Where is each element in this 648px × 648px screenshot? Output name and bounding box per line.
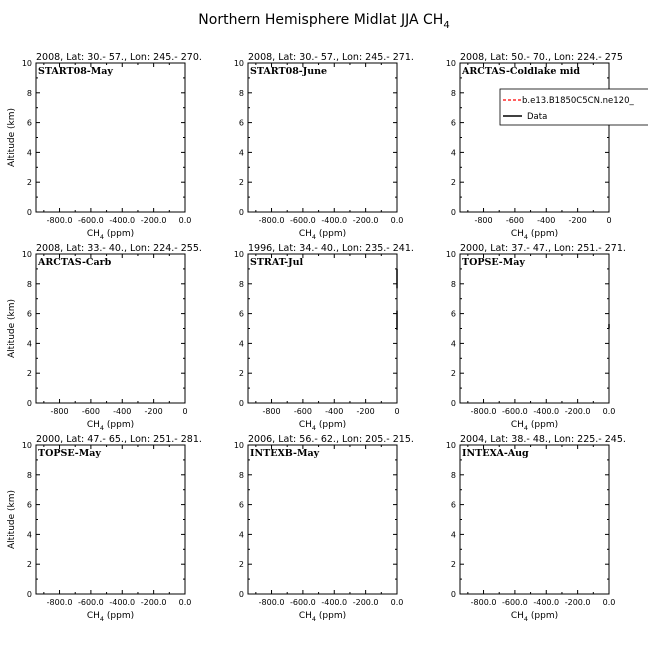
x-axis-label-subscript: 4 (523, 424, 529, 432)
x-tick-label: -200.0 (352, 598, 379, 607)
y-tick-label: 10 (445, 441, 456, 450)
y-tick-label: 4 (26, 530, 32, 540)
y-tick-label: 0 (450, 399, 456, 408)
x-tick-label: -800.0 (258, 598, 285, 607)
x-tick-label: -400.0 (533, 598, 560, 607)
y-tick-label: 4 (26, 339, 32, 349)
y-tick-label: 6 (450, 309, 456, 319)
y-tick-label: 0 (238, 399, 244, 408)
panel-campaign-label: STRAT-Jul (250, 257, 304, 268)
y-axis-label: Altitude (km) (7, 298, 17, 359)
x-tick-label: -600 (505, 216, 524, 225)
panel-1 (7, 52, 202, 241)
y-tick-label: 10 (445, 59, 456, 68)
legend-data-label: Data (527, 112, 548, 122)
panel-header: 2008, Lat: 30.- 57., Lon: 245.- 270. (36, 52, 202, 63)
panel-header: 2008, Lat: 33.- 40., Lon: 224.- 255. (36, 243, 202, 254)
plot-frame (460, 445, 609, 594)
y-tick-label: 8 (450, 279, 456, 289)
y-tick-label: 8 (238, 279, 244, 289)
panel-header: 2006, Lat: 56.- 62., Lon: 205.- 215. (248, 434, 414, 445)
y-tick-label: 8 (238, 470, 244, 480)
x-tick-label: 0.0 (602, 598, 616, 607)
panel-header: 2004, Lat: 38.- 48., Lon: 225.- 245. (460, 434, 626, 445)
panel-3 (446, 52, 648, 241)
x-tick-label: -800.0 (46, 598, 73, 607)
y-tick-label: 4 (26, 148, 32, 158)
x-tick-label: 0.0 (390, 216, 404, 225)
y-tick-label: 4 (238, 148, 244, 158)
x-tick-label: 0.0 (178, 598, 192, 607)
y-tick-label: 8 (26, 88, 32, 98)
panel-6 (446, 243, 626, 432)
x-axis-label (511, 229, 558, 241)
y-tick-label: 2 (26, 178, 32, 188)
y-tick-label: 2 (238, 560, 244, 570)
figure-title-main: Northern Hemisphere Midlat JJA CH (198, 12, 444, 28)
y-axis-label: Altitude (km) (7, 489, 17, 550)
y-tick-label: 6 (450, 118, 456, 128)
x-tick-label: -200.0 (564, 598, 591, 607)
x-tick-label: 0 (182, 407, 188, 416)
y-tick-label: 6 (26, 500, 32, 510)
figure-title (198, 12, 449, 31)
y-tick-label: 8 (450, 470, 456, 480)
x-axis-label-main: CH (298, 420, 312, 430)
x-axis-label (299, 229, 346, 241)
y-tick-label: 10 (233, 59, 244, 68)
x-tick-label: -400.0 (321, 598, 348, 607)
y-tick-label: 10 (233, 441, 244, 450)
x-tick-label: -200.0 (352, 216, 379, 225)
panel-2 (234, 52, 414, 241)
y-tick-label: 2 (26, 560, 32, 570)
plot-frame (248, 254, 397, 403)
x-axis-label-subscript: 4 (523, 233, 529, 241)
figure-title-subscript: 4 (443, 20, 450, 31)
y-tick-label: 10 (21, 441, 32, 450)
x-axis-label (511, 420, 558, 432)
y-tick-label: 2 (26, 369, 32, 379)
plot-frame (460, 63, 609, 212)
x-axis-label-subscript: 4 (99, 424, 105, 432)
x-axis-label-main: CH (86, 611, 100, 621)
x-axis-label-unit: (ppm) (528, 611, 559, 621)
panel-campaign-label: INTEXB-May (250, 448, 320, 459)
y-tick-label: 4 (238, 530, 244, 540)
plot-frame (36, 63, 185, 212)
y-tick-label: 0 (26, 399, 32, 408)
panel-campaign-label: TOPSE-May (462, 257, 525, 268)
x-tick-label: 0.0 (178, 216, 192, 225)
y-tick-label: 8 (450, 88, 456, 98)
x-tick-label: 0 (606, 216, 612, 225)
y-tick-label: 6 (26, 118, 32, 128)
plot-frame (248, 445, 397, 594)
y-tick-label: 0 (238, 590, 244, 599)
x-axis-label-unit: (ppm) (316, 229, 347, 239)
x-tick-label: -800 (50, 407, 69, 416)
plot-frame (248, 63, 397, 212)
x-tick-label: -800 (262, 407, 281, 416)
x-axis-label (511, 611, 558, 623)
y-tick-label: 10 (445, 250, 456, 259)
x-axis-label-main: CH (298, 229, 312, 239)
y-tick-label: 4 (238, 339, 244, 349)
panel-campaign-label: ARCTAS-Carb (38, 257, 112, 268)
panel-5 (234, 243, 414, 432)
y-tick-label: 8 (238, 88, 244, 98)
panel-campaign-label: ARCTAS-Coldlake mid (462, 66, 581, 77)
x-tick-label: -400 (325, 407, 344, 416)
x-axis-label-subscript: 4 (523, 615, 529, 623)
x-tick-label: -600.0 (289, 216, 316, 225)
x-axis-label-unit: (ppm) (104, 420, 135, 430)
x-tick-label: -400.0 (109, 216, 136, 225)
y-tick-label: 2 (238, 369, 244, 379)
x-tick-label: -400.0 (533, 407, 560, 416)
panel-campaign-label: TOPSE-May (38, 448, 101, 459)
x-tick-label: -200.0 (564, 407, 591, 416)
panel-campaign-label: INTEXA-Aug (462, 448, 529, 459)
x-tick-label: -800.0 (470, 407, 497, 416)
x-axis-label-unit: (ppm) (104, 229, 135, 239)
x-axis-label-subscript: 4 (311, 615, 317, 623)
panel-8 (234, 434, 414, 623)
panel-9 (446, 434, 626, 623)
x-tick-label: -600.0 (501, 598, 528, 607)
x-axis-label (87, 420, 134, 432)
x-axis-label (299, 611, 346, 623)
x-tick-label: 0.0 (390, 598, 404, 607)
y-tick-label: 6 (238, 118, 244, 128)
x-tick-label: -200 (568, 216, 587, 225)
y-tick-label: 10 (21, 250, 32, 259)
y-tick-label: 10 (21, 59, 32, 68)
y-tick-label: 4 (450, 530, 456, 540)
x-tick-label: -200 (356, 407, 375, 416)
legend-box (500, 89, 648, 125)
x-tick-label: -600 (293, 407, 312, 416)
y-tick-label: 0 (26, 590, 32, 599)
x-axis-label-subscript: 4 (311, 233, 317, 241)
panel-header: 2008, Lat: 30.- 57., Lon: 245.- 271. (248, 52, 414, 63)
x-axis-label-unit: (ppm) (316, 420, 347, 430)
y-tick-label: 6 (26, 309, 32, 319)
y-tick-label: 0 (26, 208, 32, 217)
plot-frame (36, 445, 185, 594)
panel-grid (7, 52, 648, 623)
panel-header: 2000, Lat: 37.- 47., Lon: 251.- 271. (460, 243, 626, 254)
x-axis-label-main: CH (510, 420, 524, 430)
y-axis-label: Altitude (km) (7, 107, 17, 168)
y-tick-label: 6 (450, 500, 456, 510)
x-axis-label-unit: (ppm) (104, 611, 135, 621)
x-tick-label: -600.0 (501, 407, 528, 416)
x-axis-label-main: CH (510, 611, 524, 621)
x-axis-label-main: CH (86, 229, 100, 239)
x-axis-label (299, 420, 346, 432)
y-tick-label: 0 (450, 208, 456, 217)
legend-model-label: b.e13.B1850C5CN.ne120_ (522, 96, 634, 106)
x-axis-label-unit: (ppm) (528, 229, 559, 239)
plot-frame (36, 254, 185, 403)
x-axis-label-subscript: 4 (311, 424, 317, 432)
x-tick-label: -600.0 (289, 598, 316, 607)
x-tick-label: -400 (537, 216, 556, 225)
y-tick-label: 10 (233, 250, 244, 259)
x-tick-label: 0.0 (602, 407, 616, 416)
x-tick-label: -200.0 (140, 216, 167, 225)
y-tick-label: 2 (450, 369, 456, 379)
y-tick-label: 4 (450, 339, 456, 349)
x-axis-label (87, 229, 134, 241)
x-tick-label: -600.0 (77, 598, 104, 607)
y-tick-label: 8 (26, 470, 32, 480)
panel-4 (7, 243, 202, 432)
x-axis-label (87, 611, 134, 623)
x-axis-label-unit: (ppm) (316, 611, 347, 621)
x-tick-label: -200.0 (140, 598, 167, 607)
x-axis-label-main: CH (86, 420, 100, 430)
x-tick-label: -200 (144, 407, 163, 416)
x-axis-label-main: CH (298, 611, 312, 621)
y-tick-label: 0 (450, 590, 456, 599)
y-tick-label: 6 (238, 500, 244, 510)
y-tick-label: 2 (450, 178, 456, 188)
x-tick-label: -800.0 (46, 216, 73, 225)
panel-campaign-label: START08-May (38, 66, 113, 77)
x-axis-label-subscript: 4 (99, 233, 105, 241)
x-tick-label: 0 (394, 407, 400, 416)
panel-header: 2008, Lat: 50.- 70., Lon: 224.- 275 (460, 52, 623, 63)
y-tick-label: 2 (238, 178, 244, 188)
x-tick-label: -600 (81, 407, 100, 416)
y-tick-label: 8 (26, 279, 32, 289)
y-tick-label: 4 (450, 148, 456, 158)
panel-7 (7, 434, 202, 623)
y-tick-label: 0 (238, 208, 244, 217)
x-tick-label: -800.0 (470, 598, 497, 607)
x-tick-label: -800.0 (258, 216, 285, 225)
x-tick-label: -600.0 (77, 216, 104, 225)
y-tick-label: 6 (238, 309, 244, 319)
plot-frame (460, 254, 609, 403)
panel-header: 2000, Lat: 47.- 65., Lon: 251.- 281. (36, 434, 202, 445)
x-axis-label-unit: (ppm) (528, 420, 559, 430)
y-tick-label: 2 (450, 560, 456, 570)
x-tick-label: -400.0 (321, 216, 348, 225)
x-axis-label-subscript: 4 (99, 615, 105, 623)
x-axis-label-main: CH (510, 229, 524, 239)
panel-header: 1996, Lat: 34.- 40., Lon: 235.- 241. (248, 243, 414, 254)
legend (500, 89, 648, 125)
x-tick-label: -400 (113, 407, 132, 416)
x-tick-label: -400.0 (109, 598, 136, 607)
panel-campaign-label: START08-June (250, 66, 328, 77)
x-tick-label: -800 (474, 216, 493, 225)
